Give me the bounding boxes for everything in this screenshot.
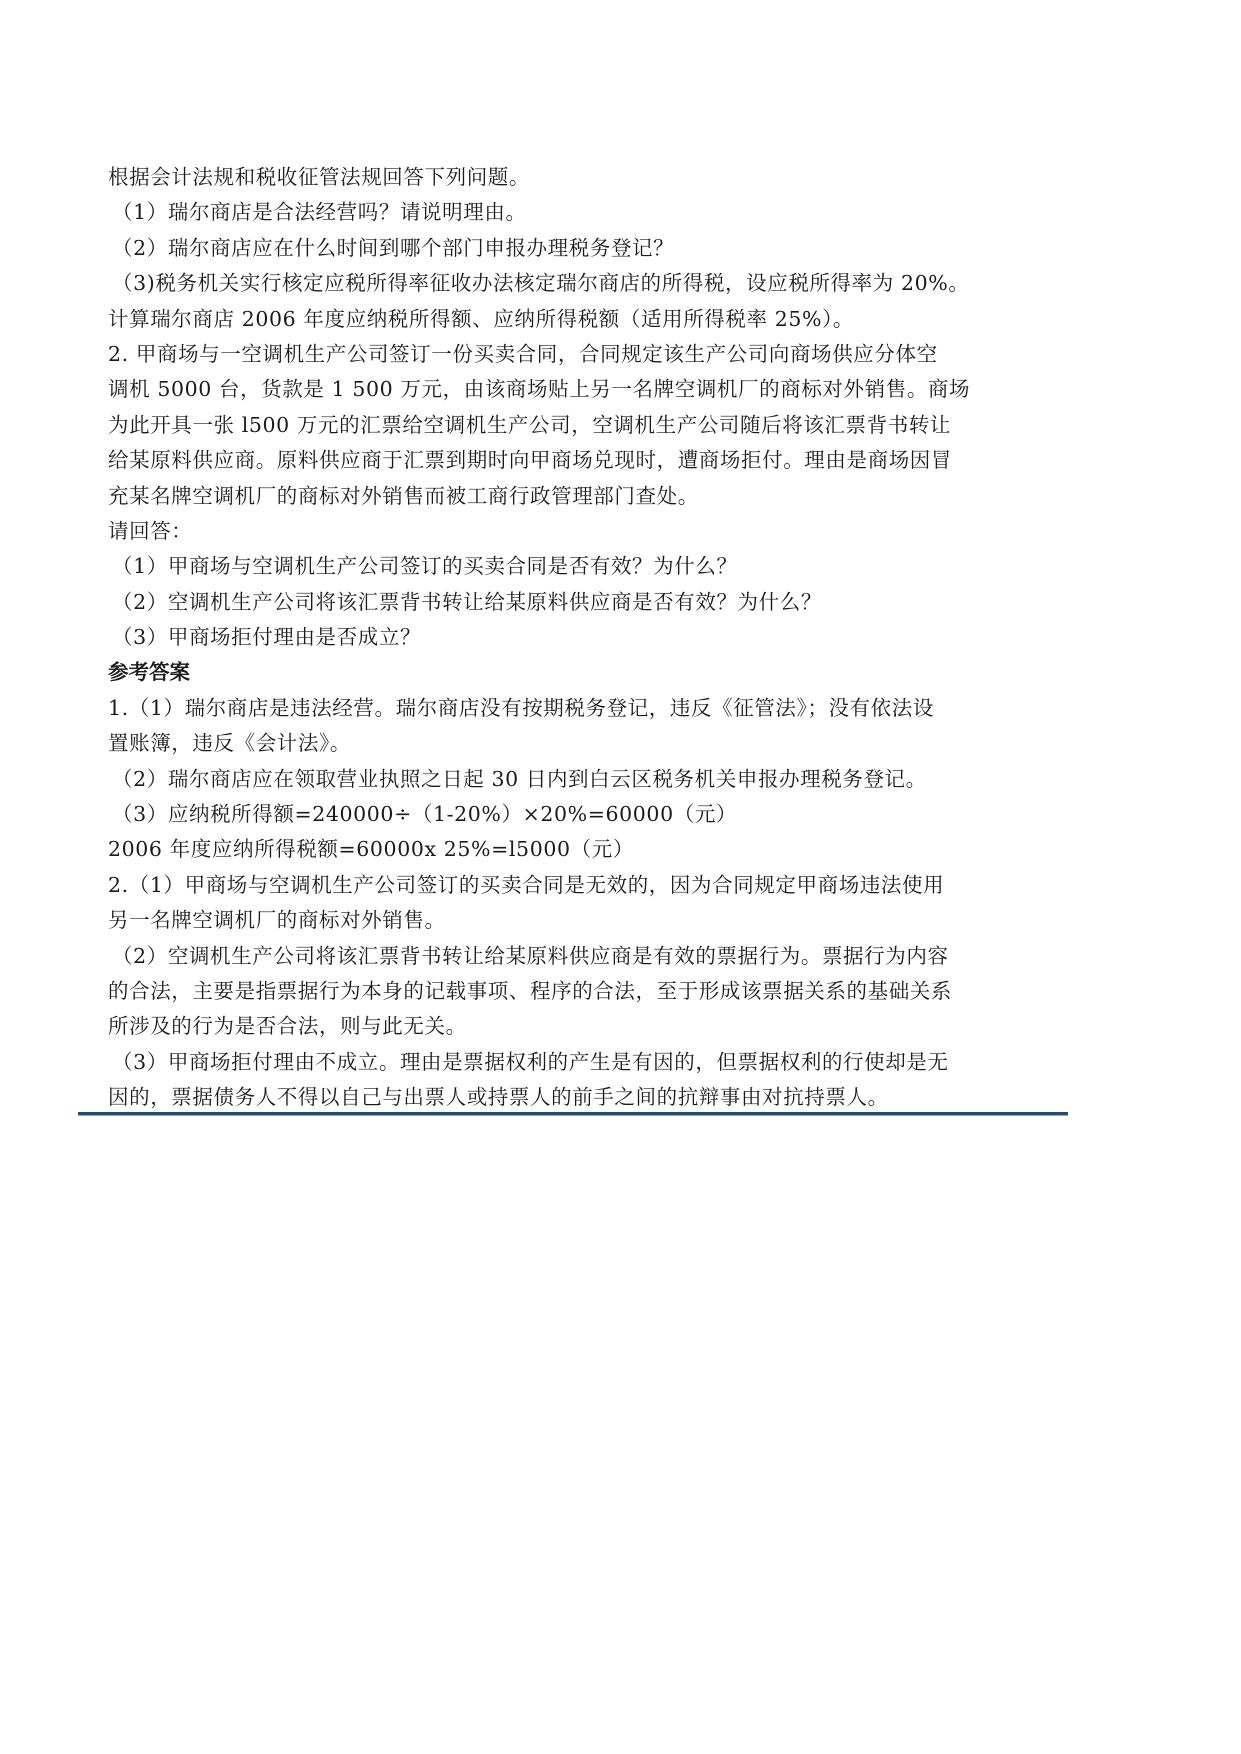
answer-1-line: 2006 年度应纳所得税额=60000x 25%=l5000（元） [108,837,634,862]
answer-1-line: 1.（1）瑞尔商店是违法经营。瑞尔商店没有按期税务登记，违反《征管法》；没有依法设 [108,695,934,720]
answer-2-line: 所涉及的行为是否合法，则与此无关。 [108,1014,467,1039]
answer-heading: 参考答案 [108,660,190,685]
question-2-item: （1）甲商场与空调机生产公司签订的买卖合同是否有效？为什么？ [112,554,738,579]
question-2-paragraph: 调机 5000 台，货款是 1 500 万元，由该商场贴上另一名牌空调机厂的商标对外销售。商场 [108,377,971,402]
question-1-item: 计算瑞尔商店 2006 年度应纳税所得额、应纳所得税额（适用所得税率 25%）。 [108,306,855,331]
question-1-item: （1）瑞尔商店是合法经营吗？请说明理由。 [112,200,527,225]
answer-1-line: （2）瑞尔商店应在领取营业执照之日起 30 日内到白云区税务机关申报办理税务登记。 [112,766,927,791]
question-2-paragraph: 2. 甲商场与一空调机生产公司签订一份买卖合同，合同规定该生产公司向商场供应分体空 [108,341,938,366]
question-intro: 根据会计法规和税收征管法规回答下列问题。 [108,165,530,189]
answer-2-line: 的合法，主要是指票据行为本身的记载事项、程序的合法，至于形成该票据关系的基础关系 [108,978,952,1003]
question-2-item: （2）空调机生产公司将该汇票背书转让给某原料供应商是否有效？为什么？ [112,589,822,614]
question-2-item: （3）甲商场拒付理由是否成立？ [112,625,422,650]
question-2-paragraph: 为此开具一张 l500 万元的汇票给空调机生产公司，空调机生产公司随后将该汇票背书转让 [108,412,952,437]
answer-2-line: 另一名牌空调机厂的商标对外销售。 [108,908,446,933]
answer-2-line: （2）空调机生产公司将该汇票背书转让给某原料供应商是有效的票据行为。票据行为内容 [112,943,949,968]
question-2-paragraph: 充某名牌空调机厂的商标对外销售而被工商行政管理部门查处。 [108,483,699,508]
answer-2-line: 因的，票据债务人不得以自己与出票人或持票人的前手之间的抗辩事由对抗持票人。 [108,1085,889,1110]
question-2-paragraph: 给某原料供应商。原料供应商于汇票到期时向甲商场兑现时，遭商场拒付。理由是商场因冒 [108,448,952,473]
answer-1-line: （3）应纳税所得额=240000÷（1-20%）×20%=60000（元） [112,802,738,827]
answer-2-line: 2.（1）甲商场与空调机生产公司签订的买卖合同是无效的，因为合同规定甲商场违法使用 [108,872,945,897]
question-1-item: （3)税务机关实行核定应税所得率征收办法核定瑞尔商店的所得税，设应税所得率为 20%。 [112,271,970,296]
section-divider-shadow [78,1115,1068,1116]
question-1-item: （2）瑞尔商店应在什么时间到哪个部门申报办理税务登记？ [112,235,675,260]
document-body [108,160,1058,1116]
answer-2-line: （3）甲商场拒付理由不成立。理由是票据权利的产生是有因的，但票据权利的行使却是无 [112,1049,949,1074]
question-2-prompt: 请回答： [108,518,193,543]
answer-1-line: 置账簿，违反《会计法》。 [108,731,351,756]
